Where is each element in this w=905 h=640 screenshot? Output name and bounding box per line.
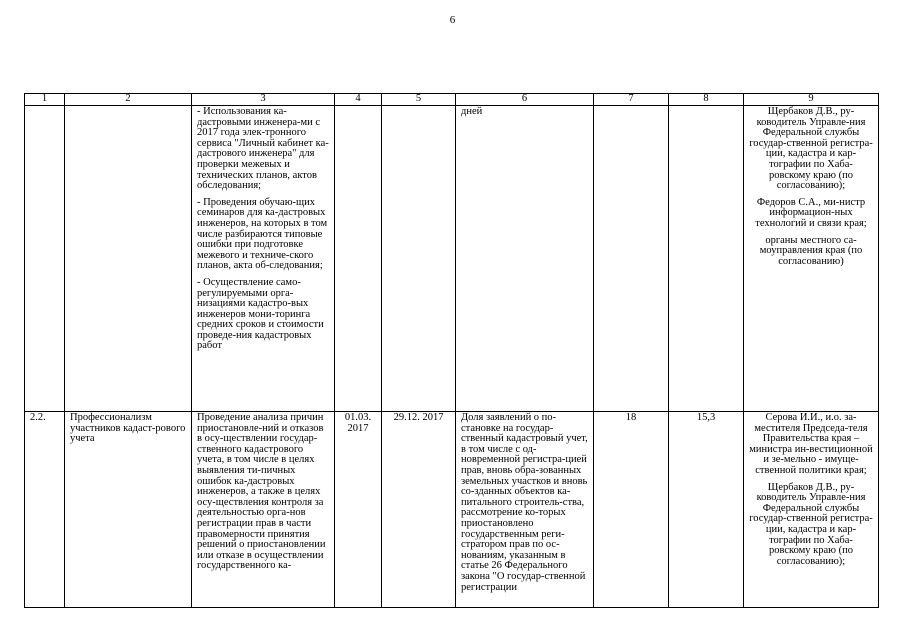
indicator-cell: Профессионализм участников кадаст-рового учета (65, 412, 192, 608)
responsible-item: Щербаков Д.В., ру-ководитель Управле-ния Федеральной службы государ-ственной регистра-ции, кадастра и кар-тографии по Хаба-ровскому краю (по согласованию); (749, 106, 873, 192)
row-number-cell (25, 106, 65, 412)
responsible-cell (744, 412, 879, 608)
table-row (25, 106, 879, 412)
end-date-cell: 29.12. 2017 (382, 412, 456, 608)
responsible-item: Федоров С.А., ми-нистр информацион-ных технологий и связи края; (755, 196, 867, 229)
base-value-cell (594, 106, 669, 412)
header-cell: 8 (669, 94, 744, 106)
indicator-description-cell: дней (456, 106, 594, 412)
header-cell: 1 (25, 94, 65, 106)
base-value-cell: 18 (594, 412, 669, 608)
responsible-item: Щербаков Д.В., ру-ководитель Управле-ния Федеральной службы государ-ственной регистра-ции, кадастра и кар-тографии по Хаба-ровскому краю (по согласованию); (749, 481, 873, 567)
end-date-cell (382, 106, 456, 412)
header-cell: 2 (65, 94, 192, 106)
measure-item: - Осуществление само-регулируемыми орга-низациями кадастро-вых инженеров мони-торинга средних сроков и стоимости проведе-ния кадастровых работ (197, 276, 324, 352)
start-date-cell: 01.03. 2017 (335, 412, 382, 608)
responsible-cell (744, 106, 879, 412)
indicator-cell (65, 106, 192, 412)
measures-cell (192, 106, 335, 412)
plan-table (24, 93, 879, 608)
indicator-description-cell: Доля заявлений о по-становке на государ-ственный кадастровый учет, в том числе с од-новременной регистра-цией прав, вновь обра-зованных земельных участков и вновь со-зданных объектов ка-питального строитель-ства, рассмотрение ко-торых приостановлено государственным реги-стратором прав по ос-нованиям, указанным в статье 26 Федерального закона "О государ-ственной регистрации (456, 412, 594, 608)
responsible-item: органы местного са-моуправления края (по согласованию) (759, 234, 863, 267)
start-date-cell (335, 106, 382, 412)
header-cell: 3 (192, 94, 335, 106)
target-value-cell (669, 106, 744, 412)
responsible-item: Серова И.И., и.о. за-местителя Председа-теля Правительства края – министра ин-вестиционной и зе-мельно - имуще-ственной политики края; (749, 412, 873, 476)
page-number: 6 (449, 14, 456, 26)
measure-item: - Использования ка-дастровыми инженера-ми с 2017 года элек-тронного сервиса "Личный кабинет ка-дастрового инженера" для проверки межевых и технических планов, актов обследования; (197, 106, 329, 192)
header-cell: 7 (594, 94, 669, 106)
header-cell: 9 (744, 94, 879, 106)
measure-item: - Проведения обучаю-щих семинаров для ка-дастровых инженеров, на которых в том числе разбираются типовые ошибки при подготовке межевого и техниче-ского планов, акта об-следования; (197, 196, 328, 272)
row-number-cell: 2.2. (25, 412, 65, 608)
header-row (25, 94, 879, 106)
header-cell: 5 (382, 94, 456, 106)
measures-cell: Проведение анализа причин приостановле-ний и отказов в осу-ществлении государ-ственного кадастрового учета, в том числе в целях выявления ти-пичных ошибок ка-дастровых инженеров, а также в целях осу-ществления контроля за деятельностью орга-нов регистрации прав в части правомерности принятия решений о приостановлении или отказе в осуществлении государственного ка- (192, 412, 335, 608)
table-row (25, 412, 879, 608)
header-cell: 4 (335, 94, 382, 106)
header-cell: 6 (456, 94, 594, 106)
target-value-cell: 15,3 (669, 412, 744, 608)
